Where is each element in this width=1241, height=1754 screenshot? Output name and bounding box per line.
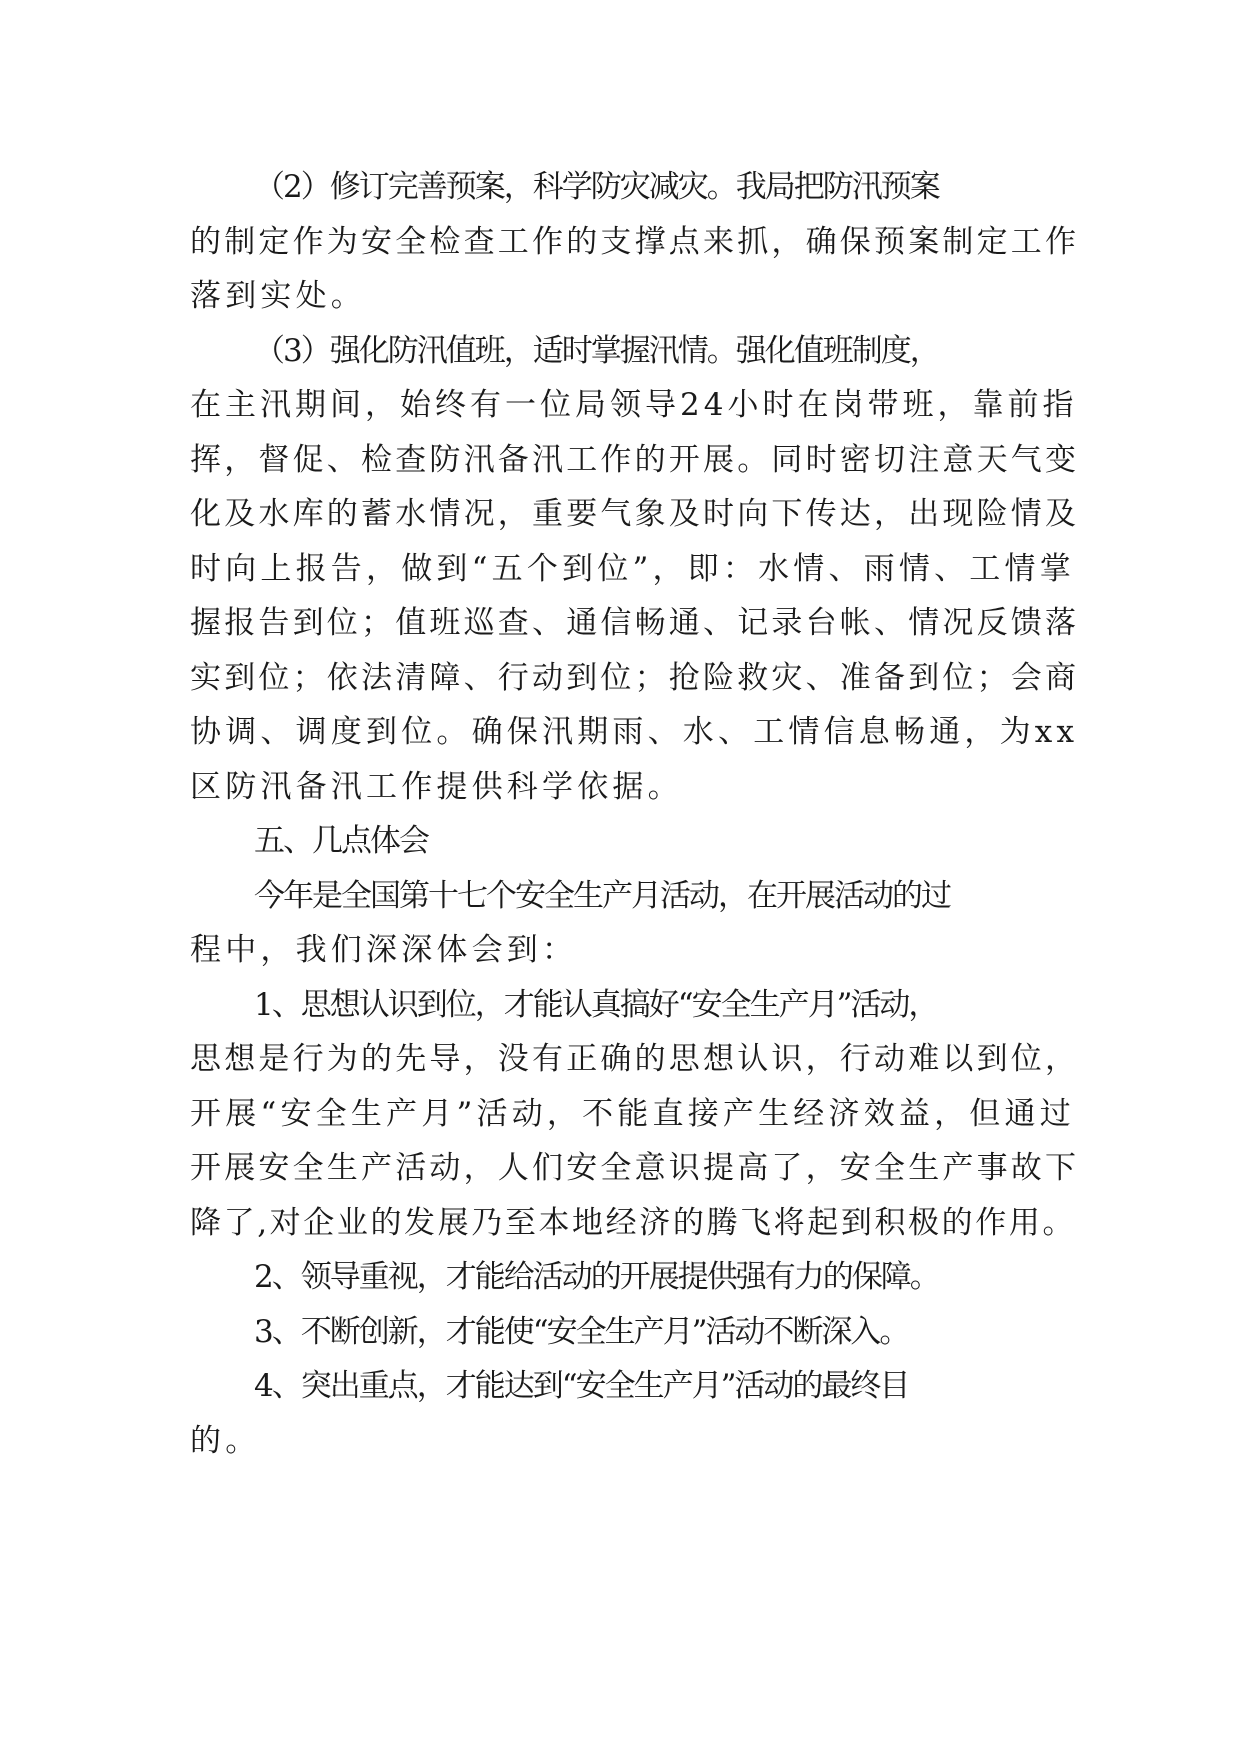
text-line: 在主汛期间，始终有一位局领导24小时在岗带班，靠前指	[190, 387, 1078, 423]
text-line: （3）强化防汛值班，适时掌握汛情。强化值班制度，	[254, 332, 939, 369]
text-line: 时向上报告，做到“五个到位”，即：水情、雨情、工情掌	[190, 550, 1075, 587]
section-heading: 五、几点体会	[254, 823, 428, 859]
text-line: 化及水库的蓄水情况，重要气象及时向下传达，出现险情及	[190, 496, 1080, 532]
document-body	[190, 160, 1080, 1468]
text-line: 的制定作为安全检查工作的支撑点来抓，确保预案制定工作	[190, 223, 1080, 260]
text-line: 3、不断创新，才能使“安全生产月”活动不断深入。	[254, 1313, 909, 1350]
text-line: 实到位；依法清障、行动到位；抢险救灾、准备到位；会商	[190, 659, 1080, 696]
text-line: 今年是全国第十七个安全生产月活动，在开展活动的过	[254, 877, 950, 914]
text-line: 2、领导重视，才能给活动的开展提供强有力的保障。	[254, 1259, 939, 1295]
text-line: 挥，督促、检查防汛备汛工作的开展。同时密切注意天气变	[190, 441, 1080, 478]
text-line: 1、思想认识到位，才能认真搞好“安全生产月”活动，	[254, 986, 938, 1023]
text-line: 的。	[190, 1422, 261, 1459]
text-line: 程中，我们深深体会到：	[190, 932, 578, 968]
text-line: 思想是行为的先导，没有正确的思想认识，行动难以到位，	[190, 1041, 1080, 1077]
text-line: 4、突出重点，才能达到“安全生产月”活动的最终目	[254, 1368, 909, 1404]
text-line: 开展“安全生产月”活动，不能直接产生经济效益，但通过	[190, 1095, 1075, 1132]
text-line: 握报告到位；值班巡查、通信畅通、记录台帐、情况反馈落	[190, 605, 1080, 641]
text-line: 降了,对企业的发展乃至本地经济的腾飞将起到积极的作用。	[190, 1204, 1077, 1241]
text-line: 协调、调度到位。确保汛期雨、水、工情信息畅通，为xx	[190, 714, 1079, 750]
text-line: 开展安全生产活动，人们安全意识提高了，安全生产事故下	[190, 1150, 1080, 1186]
text-line: （2）修订完善预案，科学防灾减灾。我局把防汛预案	[254, 169, 939, 205]
text-line: 落到实处。	[190, 278, 366, 314]
text-line: 区防汛备汛工作提供科学依据。	[190, 768, 683, 805]
